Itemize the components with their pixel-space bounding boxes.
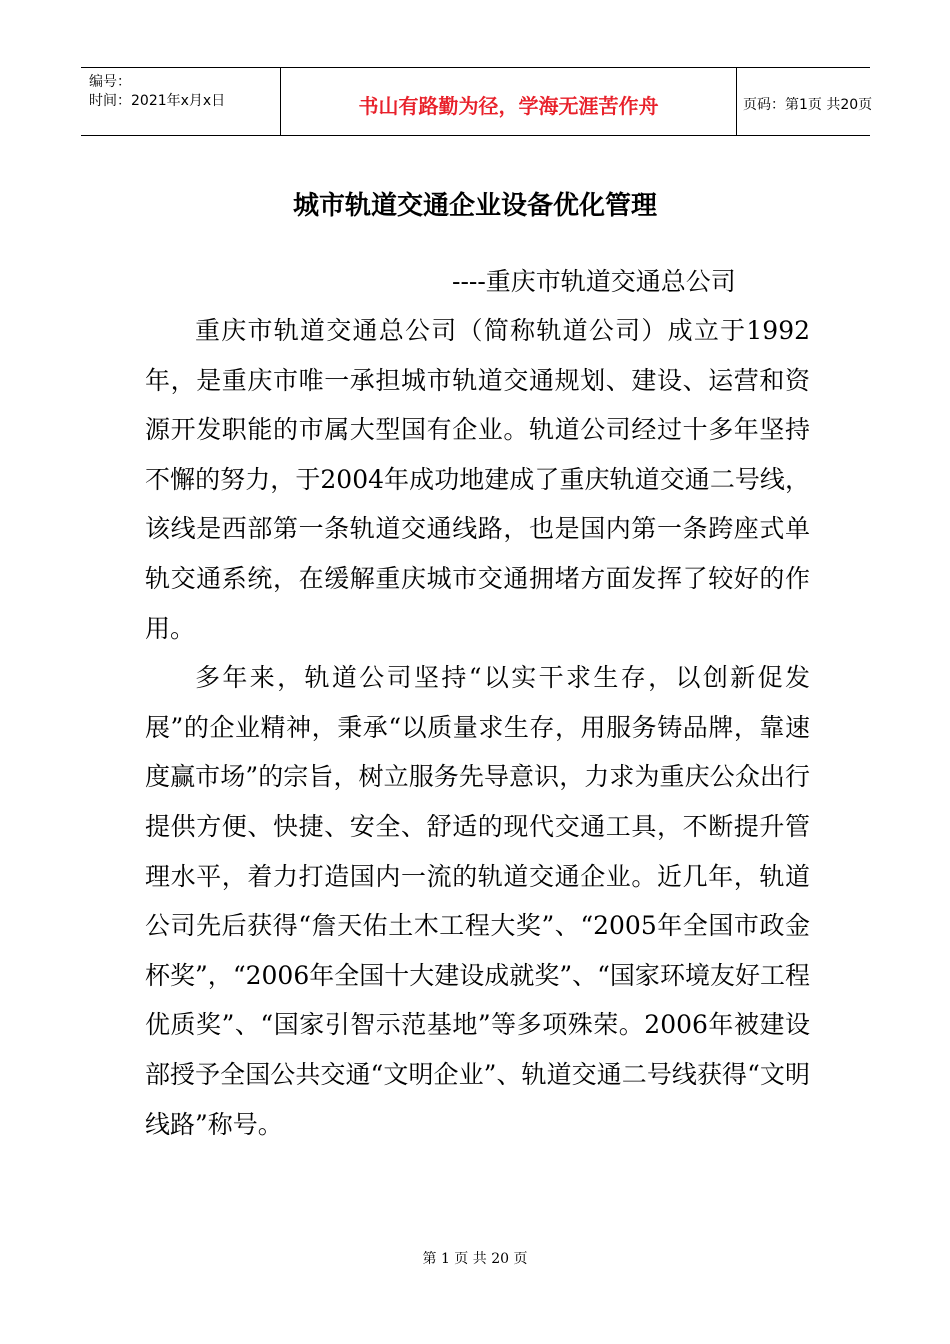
paragraph: 多年来，轨道公司坚持“以实干求生存，以创新促发展”的企业精神，秉承“以质量求生存，用服务铸品牌，靠速度赢市场”的宗旨，树立服务先导意识，力求为重庆公众出行提供方便、快捷、安全、舒适的现代交通工具，不断提升管理水平，着力打造国内一流的轨道交通企业。近几年，轨道公司先后获得“詹天佑土木工程大奖”、“2005年全国市政金杯奖”，“2006年全国十大建设成就奖”、“国家环境友好工程优质奖”、“国家引智示范基地”等多项殊荣。2006年被建设部授予全国公共交通“文明企业”、轨道交通二号线获得“文明线路”称号。	[145, 663, 810, 1139]
header-motto-cell	[281, 68, 737, 135]
header-info-cell	[81, 68, 281, 135]
paragraph: 重庆市轨道交通总公司（简称轨道公司）成立于1992年，是重庆市唯一承担城市轨道交通规划、建设、运营和资源开发职能的市属大型国有企业。轨道公司经过十多年坚持不懈的努力，于2004年成功地建成了重庆轨道交通二号线，该线是西部第一条轨道交通线路，也是国内第一条跨座式单轨交通系统，在缓解重庆城市交通拥堵方面发挥了较好的作用。	[145, 316, 810, 643]
page-code: 页码：第1页 共20页	[743, 97, 873, 113]
number-label: 编号：	[89, 74, 131, 90]
page-header	[81, 67, 873, 136]
time-label: 时间：2021年x月x日	[89, 93, 226, 109]
motto-text: 书山有路勤为径，学海无涯苦作舟	[358, 94, 659, 118]
header-page-cell	[737, 68, 873, 135]
document-author: ----重庆市轨道交通总公司	[452, 267, 736, 296]
document-body	[145, 306, 810, 1149]
document-title: 城市轨道交通企业设备优化管理	[292, 191, 657, 221]
page-footer: 第 1 页 共 20 页	[422, 1251, 528, 1267]
